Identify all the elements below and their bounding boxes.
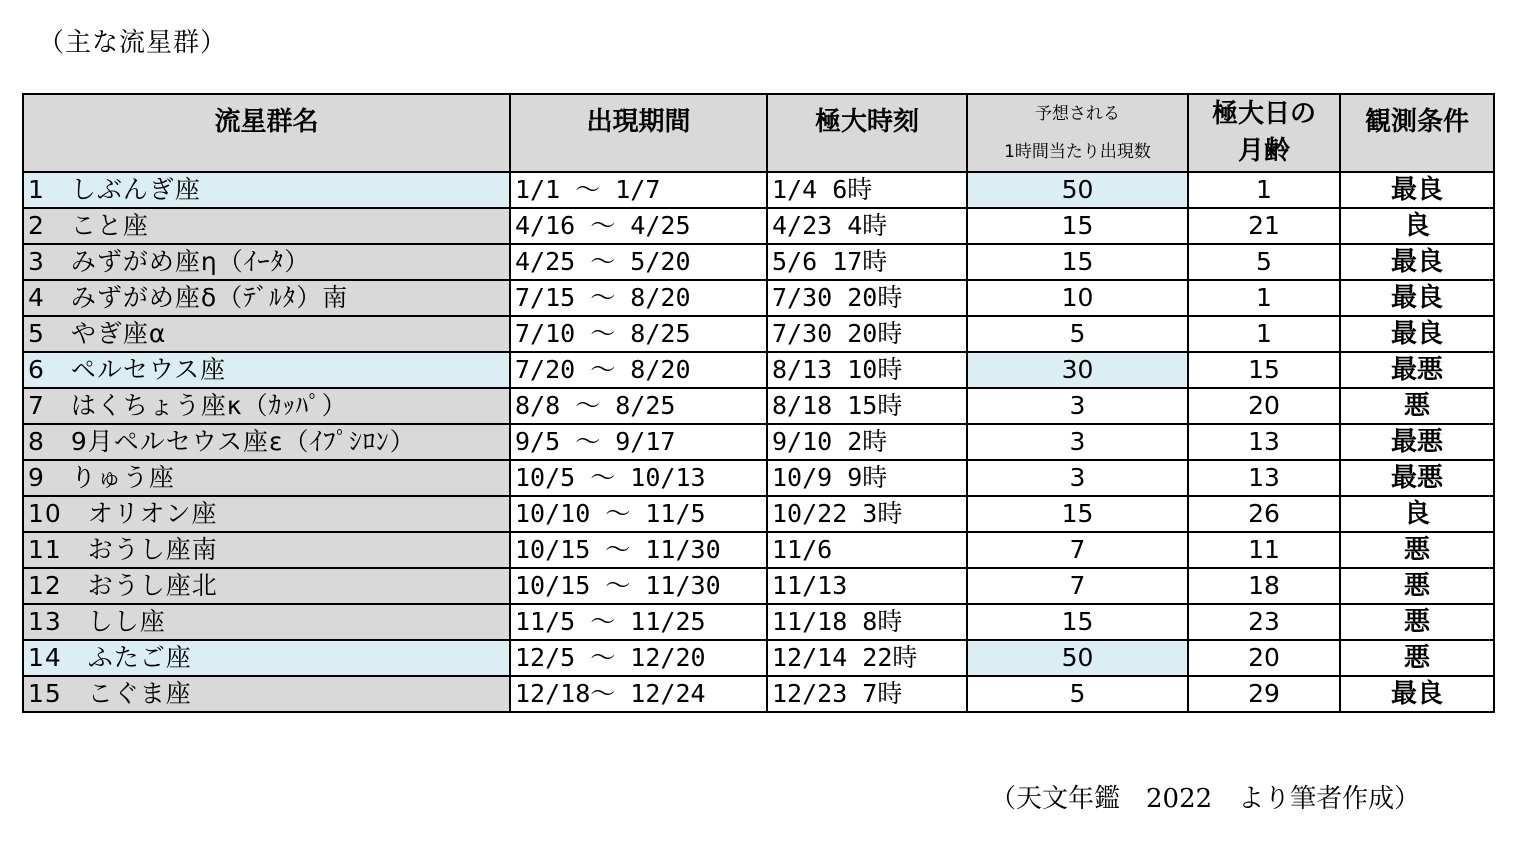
header-condition: 観測条件: [1340, 94, 1494, 172]
header-moon: [1188, 94, 1340, 172]
rate-cell: 15: [967, 496, 1188, 532]
condition-cell: 悪: [1340, 532, 1494, 568]
table-row: [23, 604, 1494, 640]
peak-cell: 10/22 3時: [767, 496, 967, 532]
period-cell: 11/5 ～ 11/25: [510, 604, 767, 640]
name-cell: 8 9月ペルセウス座ε（ｲﾌﾟｼﾛﾝ）: [23, 424, 510, 460]
peak-cell: 11/13: [767, 568, 967, 604]
period-cell: 8/8 ～ 8/25: [510, 388, 767, 424]
name-cell: 12 おうし座北: [23, 568, 510, 604]
peak-cell: 10/9 9時: [767, 460, 967, 496]
rate-cell: 7: [967, 532, 1188, 568]
moon-age-cell: 1: [1188, 172, 1340, 208]
moon-age-cell: 13: [1188, 460, 1340, 496]
name-cell: 14 ふたご座: [23, 640, 510, 676]
table-row: [23, 460, 1494, 496]
moon-age-cell: 20: [1188, 388, 1340, 424]
name-cell: 5 やぎ座α: [23, 316, 510, 352]
header-moon-line1: 極大日の: [1211, 99, 1316, 129]
name-cell: 3 みずがめ座η（ｲｰﾀ）: [23, 244, 510, 280]
name-cell: 15 こぐま座: [23, 676, 510, 712]
rate-cell: 50: [967, 172, 1188, 208]
name-cell: 1 しぶんぎ座: [23, 172, 510, 208]
table-row: [23, 352, 1494, 388]
rate-cell: 30: [967, 352, 1188, 388]
condition-cell: 悪: [1340, 568, 1494, 604]
rate-cell: 10: [967, 280, 1188, 316]
rate-cell: 3: [967, 460, 1188, 496]
header-row: [23, 94, 1494, 172]
condition-cell: 最悪: [1340, 352, 1494, 388]
source-note: （天文年鑑 2022 より筆者作成）: [990, 784, 1421, 814]
name-cell: 10 オリオン座: [23, 496, 510, 532]
table-row: [23, 388, 1494, 424]
moon-age-cell: 1: [1188, 280, 1340, 316]
peak-cell: 12/14 22時: [767, 640, 967, 676]
period-cell: 9/5 ～ 9/17: [510, 424, 767, 460]
rate-cell: 3: [967, 424, 1188, 460]
name-cell: 2 こと座: [23, 208, 510, 244]
condition-cell: 最悪: [1340, 460, 1494, 496]
period-cell: 10/5 ～ 10/13: [510, 460, 767, 496]
condition-cell: 悪: [1340, 640, 1494, 676]
table-row: [23, 172, 1494, 208]
table-row: [23, 640, 1494, 676]
table-row: [23, 208, 1494, 244]
rate-cell: 7: [967, 568, 1188, 604]
period-cell: 7/20 ～ 8/20: [510, 352, 767, 388]
table-row: [23, 316, 1494, 352]
condition-cell: 最良: [1340, 280, 1494, 316]
header-name: 流星群名: [23, 94, 510, 172]
moon-age-cell: 1: [1188, 316, 1340, 352]
table-row: [23, 424, 1494, 460]
table-caption: （主な流星群）: [38, 28, 228, 58]
rate-cell: 15: [967, 244, 1188, 280]
name-cell: 6 ペルセウス座: [23, 352, 510, 388]
table-row: [23, 244, 1494, 280]
period-cell: 1/1 ～ 1/7: [510, 172, 767, 208]
condition-cell: 最良: [1340, 316, 1494, 352]
rate-cell: 15: [967, 208, 1188, 244]
condition-cell: 良: [1340, 496, 1494, 532]
period-cell: 10/15 ～ 11/30: [510, 532, 767, 568]
peak-cell: 5/6 17時: [767, 244, 967, 280]
moon-age-cell: 29: [1188, 676, 1340, 712]
moon-age-cell: 15: [1188, 352, 1340, 388]
peak-cell: 7/30 20時: [767, 280, 967, 316]
condition-cell: 最良: [1340, 244, 1494, 280]
condition-cell: 最悪: [1340, 424, 1494, 460]
rate-cell: 3: [967, 388, 1188, 424]
period-cell: 10/15 ～ 11/30: [510, 568, 767, 604]
table-row: [23, 532, 1494, 568]
name-cell: 13 しし座: [23, 604, 510, 640]
moon-age-cell: 26: [1188, 496, 1340, 532]
moon-age-cell: 18: [1188, 568, 1340, 604]
name-cell: 7 はくちょう座κ（ｶｯﾊﾟ）: [23, 388, 510, 424]
moon-age-cell: 21: [1188, 208, 1340, 244]
period-cell: 10/10 ～ 11/5: [510, 496, 767, 532]
rate-cell: 50: [967, 640, 1188, 676]
period-cell: 12/18～ 12/24: [510, 676, 767, 712]
name-cell: 11 おうし座南: [23, 532, 510, 568]
table-row: [23, 280, 1494, 316]
table-row: [23, 496, 1494, 532]
table-row: [23, 676, 1494, 712]
condition-cell: 悪: [1340, 604, 1494, 640]
peak-cell: 7/30 20時: [767, 316, 967, 352]
moon-age-cell: 11: [1188, 532, 1340, 568]
rate-cell: 5: [967, 676, 1188, 712]
header-moon-line2: 月齢: [1237, 136, 1290, 166]
condition-cell: 最良: [1340, 676, 1494, 712]
peak-cell: 11/6: [767, 532, 967, 568]
peak-cell: 8/18 15時: [767, 388, 967, 424]
condition-cell: 良: [1340, 208, 1494, 244]
rate-cell: 5: [967, 316, 1188, 352]
moon-age-cell: 5: [1188, 244, 1340, 280]
name-cell: 4 みずがめ座δ（ﾃﾞﾙﾀ）南: [23, 280, 510, 316]
header-rate: [967, 94, 1188, 172]
peak-cell: 11/18 8時: [767, 604, 967, 640]
peak-cell: 8/13 10時: [767, 352, 967, 388]
period-cell: 7/15 ～ 8/20: [510, 280, 767, 316]
moon-age-cell: 13: [1188, 424, 1340, 460]
period-cell: 12/5 ～ 12/20: [510, 640, 767, 676]
period-cell: 4/16 ～ 4/25: [510, 208, 767, 244]
header-period: 出現期間: [510, 94, 767, 172]
rate-cell: 15: [967, 604, 1188, 640]
table-row: [23, 568, 1494, 604]
header-rate-line1: 予想される: [1035, 104, 1120, 124]
condition-cell: 悪: [1340, 388, 1494, 424]
name-cell: 9 りゅう座: [23, 460, 510, 496]
peak-cell: 12/23 7時: [767, 676, 967, 712]
moon-age-cell: 23: [1188, 604, 1340, 640]
peak-cell: 4/23 4時: [767, 208, 967, 244]
condition-cell: 最良: [1340, 172, 1494, 208]
header-rate-line2: 1時間当たり出現数: [1004, 142, 1151, 162]
peak-cell: 9/10 2時: [767, 424, 967, 460]
moon-age-cell: 20: [1188, 640, 1340, 676]
peak-cell: 1/4 6時: [767, 172, 967, 208]
header-peak: 極大時刻: [767, 94, 967, 172]
meteor-shower-table: [22, 93, 1495, 713]
period-cell: 7/10 ～ 8/25: [510, 316, 767, 352]
period-cell: 4/25 ～ 5/20: [510, 244, 767, 280]
